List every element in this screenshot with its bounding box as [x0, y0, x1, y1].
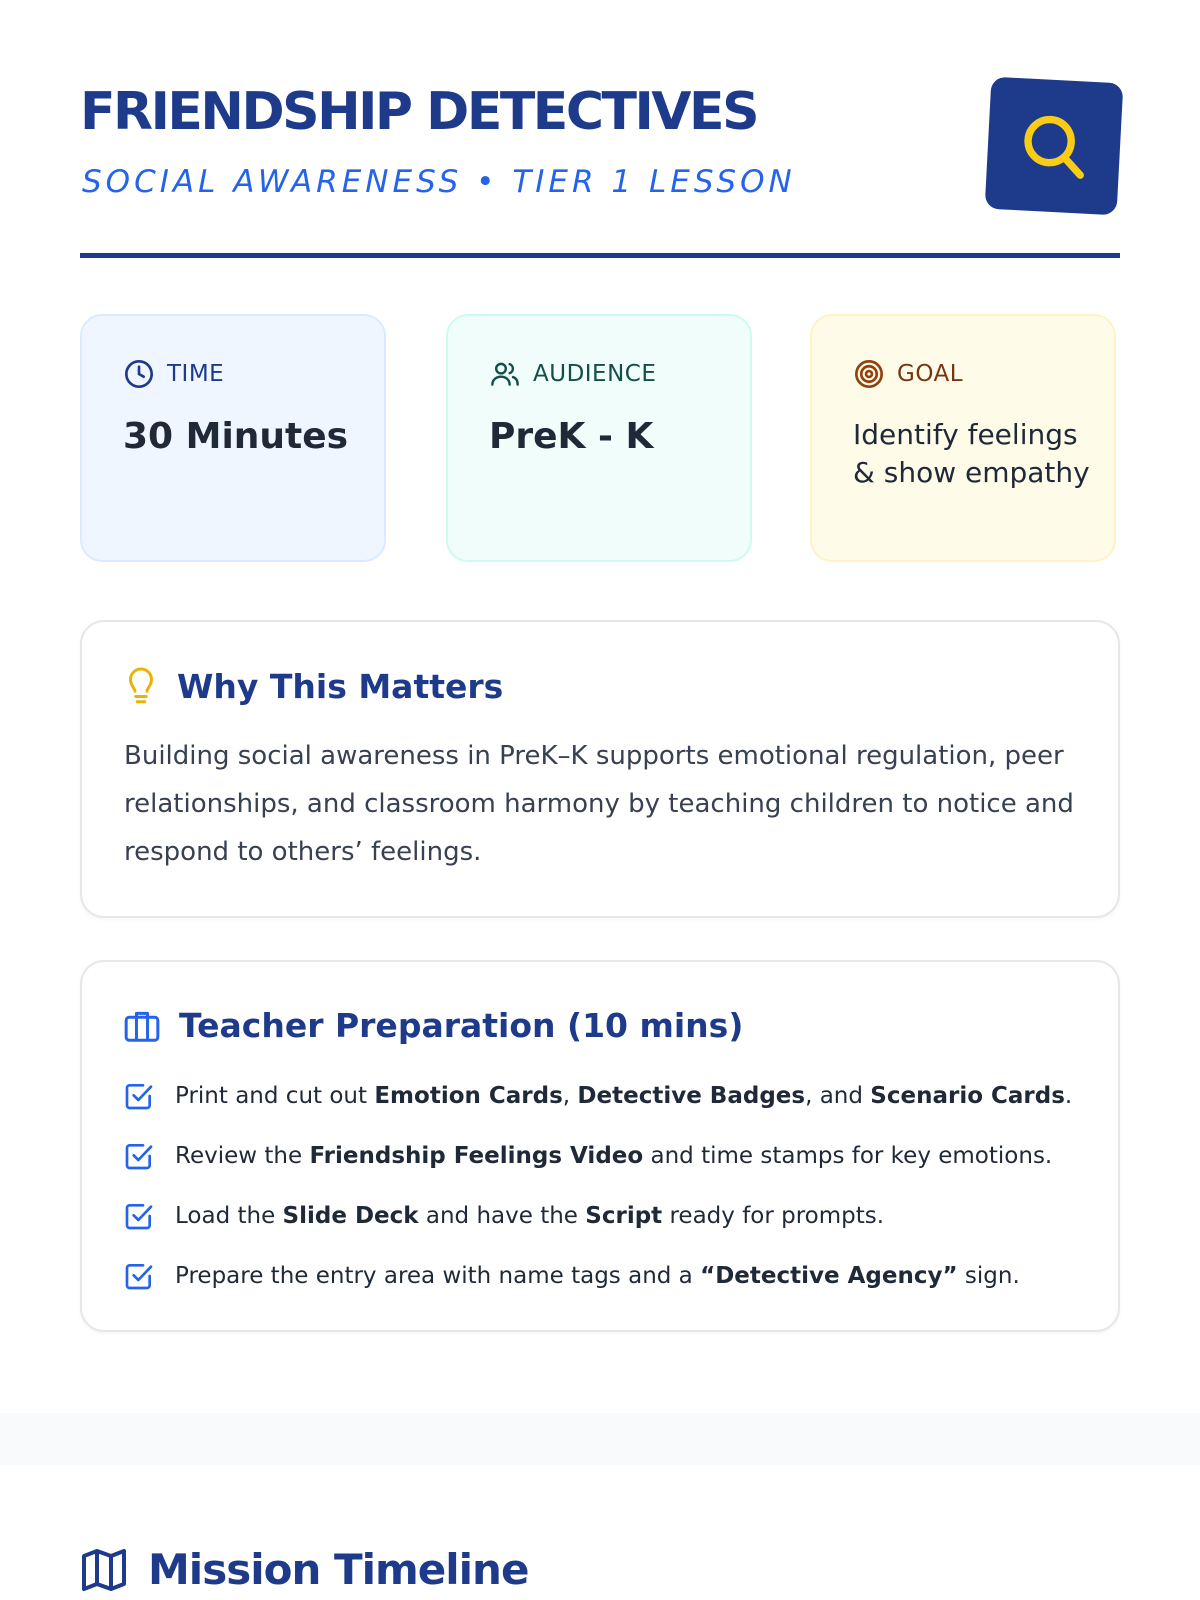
task-text: Load the Slide Deck and have the Script ready for prompts. — [175, 1203, 885, 1229]
list-item — [123, 1126, 1072, 1186]
time-card-label-row — [123, 358, 224, 390]
page-subtitle: SOCIAL AWARENESS • TIER 1 LESSON — [82, 164, 796, 200]
audience-card-label: AUDIENCE — [533, 361, 657, 387]
teacher-preparation-panel — [80, 960, 1120, 1332]
map-icon — [80, 1547, 128, 1593]
checkbox-checked-icon — [123, 1140, 155, 1172]
magnifying-glass-icon — [1015, 107, 1093, 185]
checkbox-checked-icon — [123, 1200, 155, 1232]
list-item — [123, 1066, 1072, 1126]
lightbulb-icon — [123, 666, 159, 706]
checkbox-checked-icon — [123, 1260, 155, 1292]
header-divider — [80, 253, 1120, 258]
section-divider-band — [0, 1413, 1200, 1465]
task-text: Print and cut out Emotion Cards, Detective Badges, and Scenario Cards. — [175, 1083, 1073, 1109]
goal-card-label: GOAL — [897, 361, 964, 387]
audience-card-label-row — [489, 358, 656, 390]
checkbox-checked-icon — [123, 1080, 155, 1112]
audience-card-value: PreK - K — [489, 416, 654, 457]
list-item — [123, 1186, 1072, 1246]
prep-task-list — [123, 1066, 1072, 1306]
page-title: FRIENDSHIP DETECTIVES — [80, 82, 758, 142]
goal-card-value: Identify feelings & show empathy — [853, 418, 1090, 489]
goal-card — [810, 314, 1116, 562]
why-panel-header — [123, 666, 503, 706]
why-panel-text: Building social awareness in PreK–K supports emotional regulation, peer relationships, and classroom harmony by teaching children to notice and respond to others’ feelings. — [124, 741, 1074, 867]
audience-card — [446, 314, 752, 562]
time-card-value: 30 Minutes — [123, 416, 349, 457]
why-this-matters-panel — [80, 620, 1120, 918]
time-card — [80, 314, 386, 562]
prep-panel-title: Teacher Preparation (10 mins) — [179, 1006, 744, 1045]
why-panel-title: Why This Matters — [177, 666, 504, 706]
time-card-label: TIME — [167, 361, 225, 387]
prep-panel-header — [123, 1006, 743, 1045]
briefcase-icon — [123, 1008, 161, 1044]
goal-card-label-row — [853, 358, 963, 390]
users-icon — [489, 358, 521, 390]
task-text: Prepare the entry area with name tags and a “Detective Agency” sign. — [175, 1263, 1020, 1289]
list-item — [123, 1246, 1072, 1306]
task-text: Review the Friendship Feelings Video and time stamps for key emotions. — [175, 1143, 1053, 1169]
target-icon — [853, 358, 885, 390]
mission-timeline-title: Mission Timeline — [148, 1545, 529, 1594]
clock-icon — [123, 358, 155, 390]
mission-timeline-header — [80, 1545, 528, 1594]
logo-badge — [985, 77, 1124, 216]
